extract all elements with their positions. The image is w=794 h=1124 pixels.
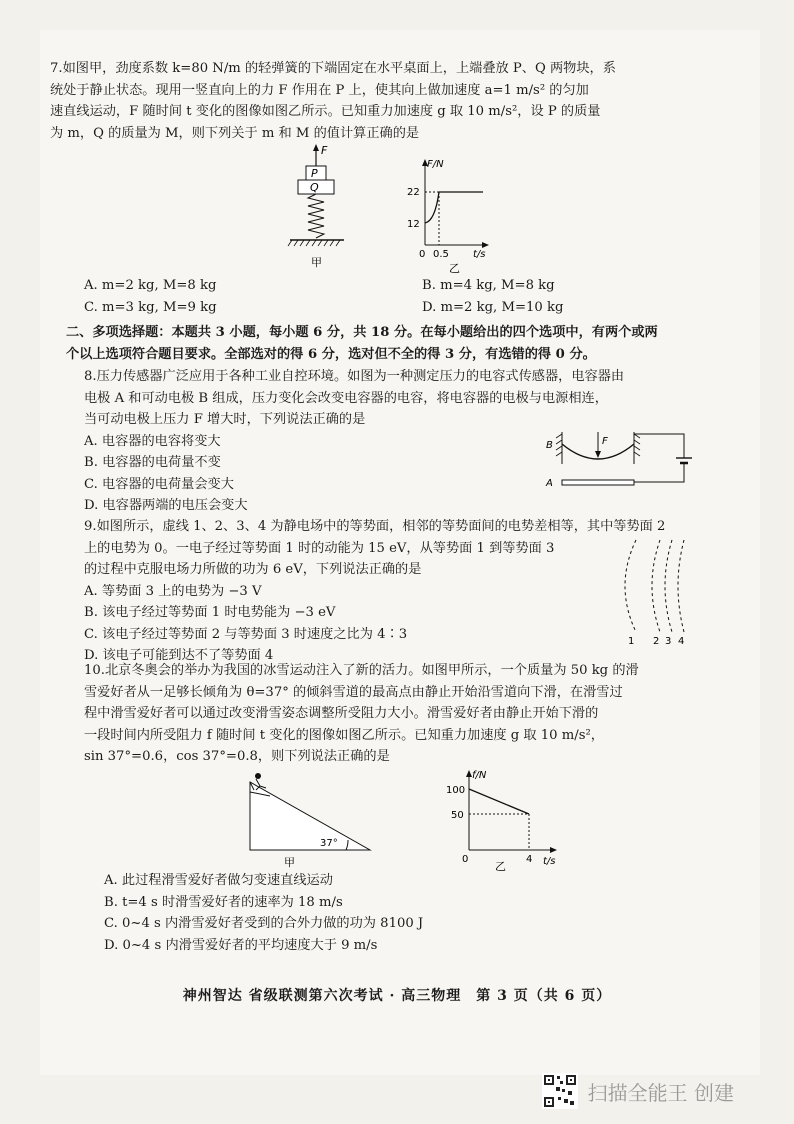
q10-option-d: D. 0~4 s 内滑雪爱好者的平均速度大于 9 m/s [104, 937, 378, 953]
q7-option-a: A. m=2 kg, M=8 kg [84, 278, 217, 293]
question-10 [84, 660, 744, 768]
q10-option-a: A. 此过程滑雪爱好者做匀变速直线运动 [104, 873, 333, 888]
q10-graph-y50: 50 [451, 810, 464, 821]
q10-graph-xlabel: t/s [543, 856, 556, 867]
question-10-options [104, 870, 764, 956]
q8-option-a: A. 电容器的电容将变大 [84, 433, 221, 449]
q7-line3: 速直线运动，F 随时间 t 变化的图像如图乙所示。已知重力加速度 g 取 10 m/s²，设 P 的质量 [50, 104, 601, 119]
q10-figure-graph [445, 766, 565, 876]
q8-line1: 8.压力传感器广泛应用于各种工业自控环境。如图为一种测定压力的电容式传感器，电容器由 [84, 369, 625, 384]
q8-option-d: D. 电容器两端的电压会变大 [84, 498, 248, 513]
q9-option-a: A. 等势面 3 上的电势为 −3 V [84, 583, 262, 599]
q8-fig-a-label: A [546, 478, 553, 489]
q7-graph-xlabel: t/s [473, 249, 486, 260]
section2-line2: 个以上选项符合题目要求。全部选对的得 6 分，选对但不全的得 3 分，有选错的得 0 分。 [66, 346, 596, 362]
q9-option-c: C. 该电子经过等势面 2 与等势面 3 时速度之比为 4∶3 [84, 626, 408, 642]
qr-code-icon [542, 1073, 578, 1109]
q7-option-d: D. m=2 kg, M=10 kg [422, 300, 564, 315]
q10-line5: sin 37°=0.6，cos 37°=0.8，则下列说法正确的是 [84, 749, 390, 764]
q7-fig-q-label: Q [310, 181, 319, 194]
q8-line3: 当可动电极上压力 F 增大时，下列说法正确的是 [84, 412, 366, 427]
q9-option-d: D. 该电子可能到达不了等势面 4 [84, 648, 274, 663]
q9-option-b: B. 该电子经过等势面 1 时电势能为 −3 eV [84, 605, 336, 620]
q8-fig-b-label: B [546, 440, 553, 451]
q8-option-b: B. 电容器的电荷量不变 [84, 455, 221, 470]
q9-fig-label-3: 3 [665, 636, 672, 646]
q7-option-c: C. m=3 kg, M=9 kg [84, 300, 217, 315]
q7-fig-p-label: P [311, 167, 318, 180]
q9-line2: 上的电势为 0。一电子经过等势面 1 时的动能为 15 eV，从等势面 1 到等势面 3 [84, 540, 555, 556]
q7-graph-x0: 0 [419, 249, 426, 260]
q10-figure-slope [240, 766, 380, 870]
q10-line2: 雪爱好者从一足够长倾角为 θ=37° 的倾斜雪道的最高点由静止开始沿雪道向下滑，在滑雪过 [84, 684, 623, 700]
q7-graph-ylabel: F/N [427, 159, 444, 170]
q7-line4: 为 m，Q 的质量为 M，则下列关于 m 和 M 的值计算正确的是 [50, 125, 420, 141]
q9-fig-label-1: 1 [628, 636, 635, 646]
q10-graph-x4: 4 [526, 854, 533, 865]
q7-fig-jia-caption: 甲 [311, 256, 322, 269]
q7-graph-y22: 22 [407, 187, 420, 198]
q10-line3: 程中滑雪爱好者可以通过改变滑雪姿态调整所受阻力大小。滑雪爱好者由静止开始下滑的 [84, 706, 599, 721]
q9-figure-equipotentials [600, 536, 710, 646]
q10-line4: 一段时间内所受阻力 f 随时间 t 变化的图像如图乙所示。已知重力加速度 g 取 10 m/s²， [84, 727, 604, 743]
question-7 [50, 58, 710, 144]
q10-fig-angle: 37° [320, 838, 338, 849]
q8-line2: 电极 A 和可动电极 B 组成，压力变化会改变电容器的电容，将电容器的电极与电源相连， [84, 390, 608, 406]
q10-option-c: C. 0~4 s 内滑雪爱好者受到的合外力做的功为 8100 J [104, 916, 424, 931]
q8-option-c: C. 电容器的电荷量会变大 [84, 476, 234, 492]
section-2-header [66, 322, 726, 365]
q7-line1: 7.如图甲，劲度系数 k=80 N/m 的轻弹簧的下端固定在水平桌面上，上端叠放 P、Q 两物块，系 [50, 61, 616, 76]
scanner-watermark [542, 1073, 734, 1109]
q7-figure-graph [405, 155, 515, 275]
q7-option-b: B. m=4 kg, M=8 kg [422, 278, 555, 293]
q9-line3: 的过程中克服电场力所做的功为 6 eV，下列说法正确的是 [84, 562, 422, 577]
q10-fig-yi-caption: 乙 [495, 860, 506, 873]
page-footer: 神州智达 省级联测第六次考试 · 高三物理 第 3 页（共 6 页） [182, 988, 612, 1004]
q9-fig-label-2: 2 [653, 636, 660, 646]
q10-graph-x0: 0 [462, 854, 469, 865]
q7-graph-y12: 12 [407, 219, 420, 230]
watermark-text: 扫描全能王 创建 [587, 1080, 734, 1105]
q7-line2: 统处于静止状态。现用一竖直向上的力 F 作用在 P 上，使其向上做加速度 a=1 m/s² 的匀加 [50, 82, 589, 98]
q7-fig-yi-caption: 乙 [449, 262, 460, 275]
q7-graph-x05: 0.5 [433, 249, 449, 260]
q10-graph-y100: 100 [446, 785, 466, 796]
q10-line1: 10.北京冬奥会的举办为我国的冰雪运动注入了新的活力。如图甲所示，一个质量为 50 kg 的滑 [84, 663, 639, 678]
q7-fig-force-label: F [321, 144, 328, 157]
q9-fig-label-4: 4 [678, 636, 685, 646]
q8-fig-f-label: F [602, 436, 608, 447]
q10-graph-ylabel: f/N [472, 770, 487, 781]
q10-fig-jia-caption: 甲 [284, 856, 295, 869]
q7-figure-spring [280, 142, 380, 272]
q8-figure-capacitor [540, 422, 700, 502]
q10-option-b: B. t=4 s 时滑雪爱好者的速率为 18 m/s [104, 894, 343, 910]
section2-line1: 二、多项选择题：本题共 3 小题，每小题 6 分，共 18 分。在每小题给出的四个选项中，有两个或两 [66, 325, 658, 340]
q9-line1: 9.如图所示，虚线 1、2、3、4 为静电场中的等势面，相邻的等势面间的电势差相等，其中等势面 2 [84, 519, 666, 534]
